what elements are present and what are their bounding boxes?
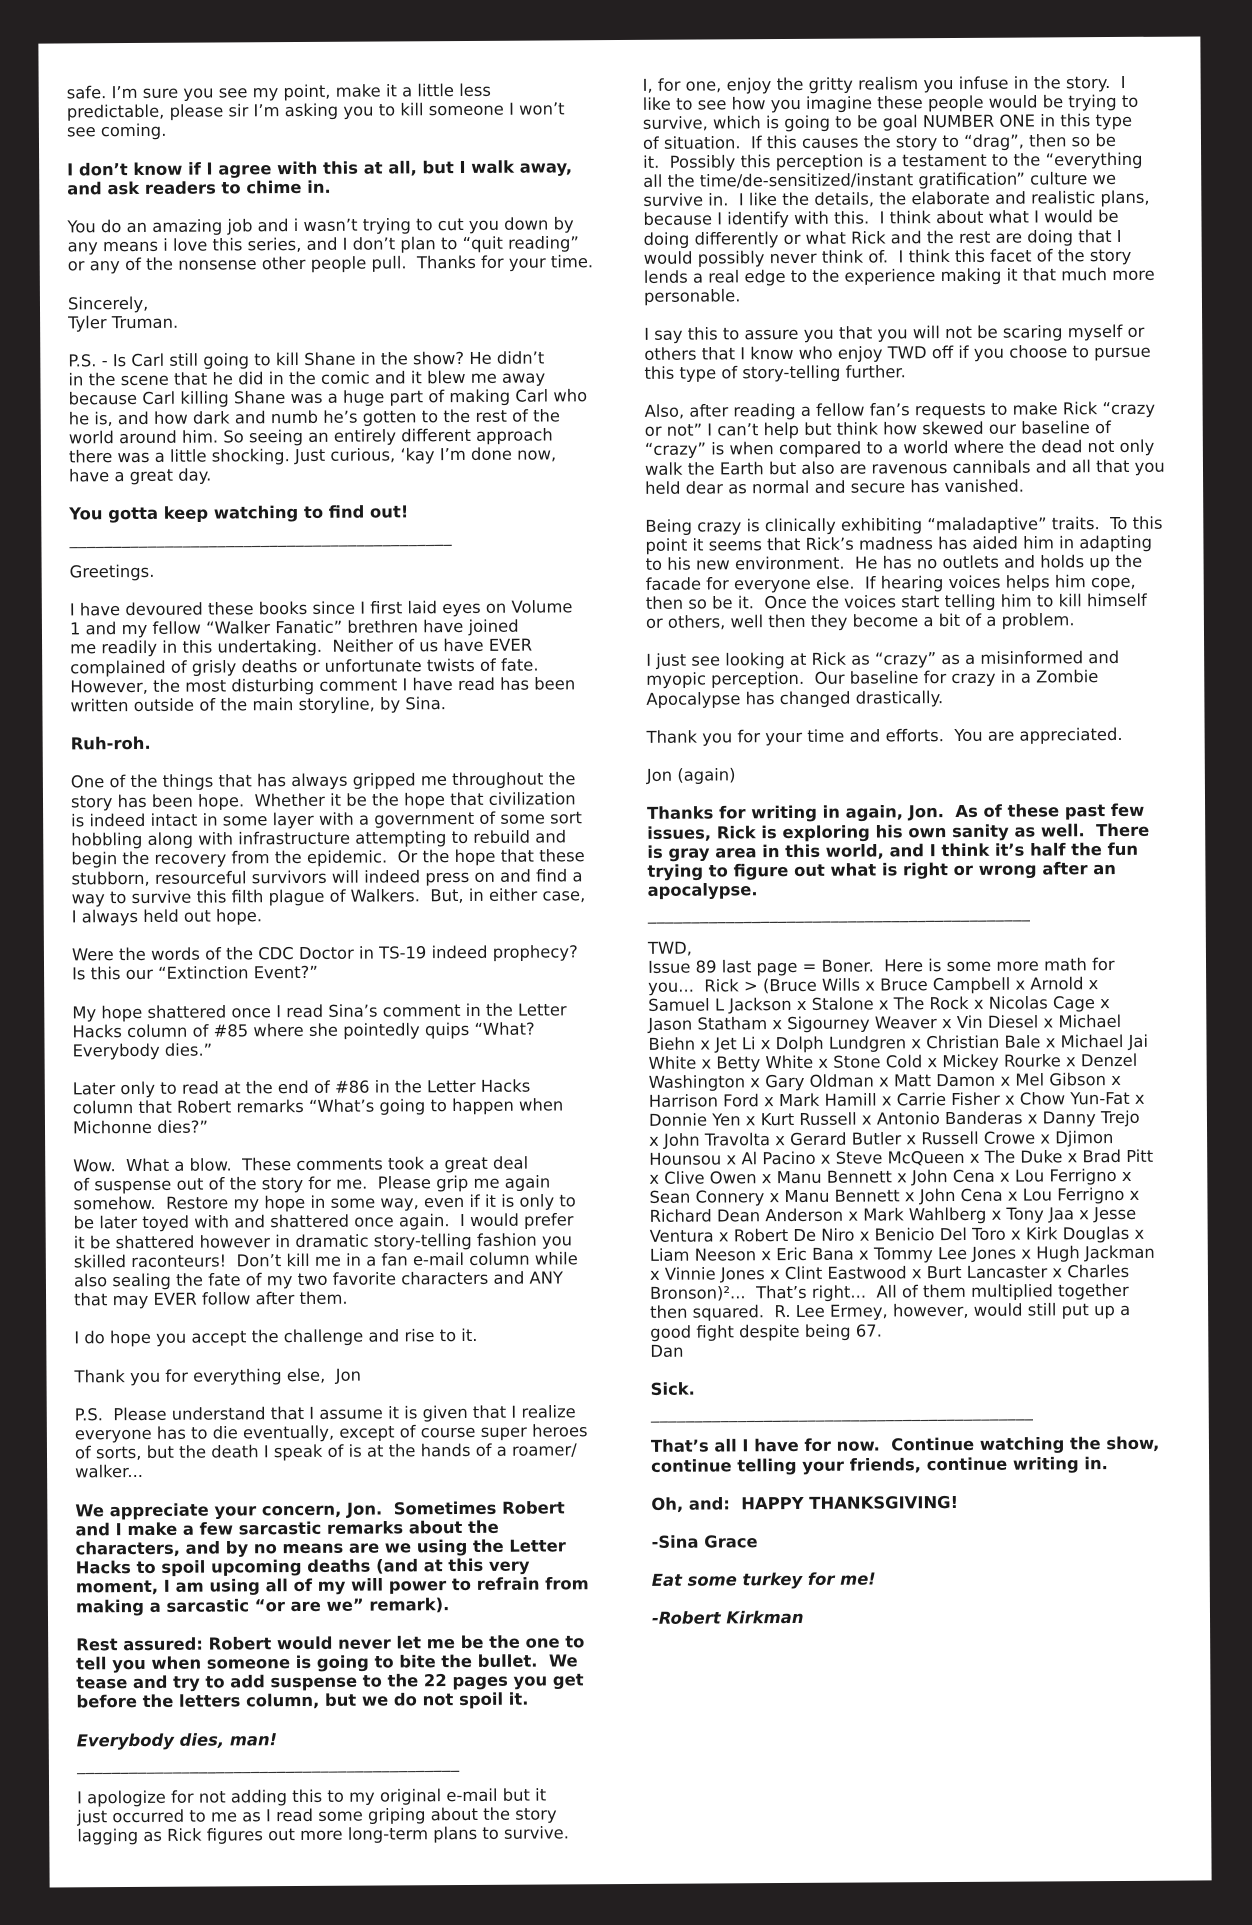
letter-paragraph: Greetings. <box>69 561 155 582</box>
letter-paragraph: Sincerely, Tyler Truman. <box>67 293 179 333</box>
divider-rule: ____________________________________________ <box>650 1401 1034 1424</box>
letter-paragraph: My hope shattered once I read Sina’s comment in the Letter Hacks column of #85 where she pointedly quips “What? Everybody dies.” <box>72 999 567 1061</box>
letter-paragraph: Also, after reading a fellow fan’s requests to make Rick “crazy or not” I can’t help but think how skewed our baseline of “crazy” is when compared to a world where the dead not only walk the Earth but also are ravenous cannibals and all that you held dear as normal and secure has vanished. <box>644 398 1165 498</box>
letter-paragraph: P.S. - Is Carl still going to kill Shane in the show? He didn’t in the scene that he did in the comic and it blew me away because Carl killing Shane was a huge part of making Carl who he is, and how dark and numb he’s gotten to the rest of the world around him. So seeing an entirely different approach there was a little shocking. Just curious, ‘kay I’m done now, have a great day. <box>68 348 588 486</box>
letter-paragraph: Were the words of the CDC Doctor in TS-19 indeed prophecy? Is this our “Extinction Event?” <box>71 942 578 984</box>
editor-reply: Thanks for writing in again, Jon. As of these past few issues, Rick is exploring his own sanity as well. There is gray area in this world, and I think it’s half the fun trying to figure out what is right or wrong after an apocalypse. <box>647 801 1150 900</box>
letter-paragraph: I apologize for not adding this to my original e-mail but it just occurred to me as I read some griping about the story lagging as Rick figures out more long-term plans to survive. <box>77 1785 569 1846</box>
divider-rule: ____________________________________________ <box>647 902 1031 925</box>
divider-rule: ____________________________________________ <box>76 1752 460 1775</box>
editor-reply: We appreciate your concern, Jon. Sometimes Robert and I make a few sarcastic remarks about the characters, and by no means are we using the Letter Hacks to spoil upcoming deaths (and at this very moment, I am using all of my will power to refrain from making a sarcastic “or are we” remark). <box>75 1497 589 1616</box>
letter-paragraph: P.S. Please understand that I assume it is given that I realize everyone has to die eventually, except of course super heroes of sorts, but the death I speak of is at the hands of a roamer/ walker... <box>74 1402 588 1482</box>
left-column <box>67 80 618 1865</box>
editor-reply: Everybody dies, man! <box>76 1729 278 1750</box>
editor-reply: Sick. <box>650 1379 695 1399</box>
editor-reply: -Robert Kirkman <box>651 1608 804 1629</box>
letter-paragraph: safe. I’m sure you see my point, make it a little less predictable, please sir I’m asking you to kill someone I won’t see coming. <box>66 80 565 141</box>
letter-paragraph: I do hope you accept the challenge and rise to it. <box>74 1326 478 1348</box>
divider-rule: ____________________________________________ <box>69 526 453 549</box>
editor-reply: That’s all I have for now. Continue watching the show, continue telling your friends, continue writing in. <box>650 1434 1160 1476</box>
letter-paragraph: You do an amazing job and i wasn’t trying to cut you down by any means i love this series, and I don’t plan to “quit reading” or any of the nonsense other people pull. Thanks for your time. <box>67 214 594 275</box>
letter-paragraph: TWD, Issue 89 last page = Boner. Here is some more math for you... Rick > (Bruce Wills x Bruce Campbell x Arnold x Samuel L Jackson x Stalone x The Rock x Nicolas Cage x Jason Statham x Sigourney Weaver x Vin Diesel x Michael Biehn x Jet Li x Dolph Lundgren x Christian Bale x Michael Jai White x Betty White x Stone Cold x Mickey Rourke x Denzel Washington x Gary Oldman x Matt Damon x Mel Gibson x Harrison Ford x Mark Hamill x Carrie Fisher x Chow Yun-Fat x Donnie Yen x Kurt Russell x Antonio Banderas x Danny Trejo x John Travolta x Gerard Butler x Russell Crowe x Djimon Hounsou x Al Pacino x Steve McQueen x The Duke x Brad Pitt x Clive Owen x Manu Bennett x John Cena x Lou Ferrigno x Sean Connery x Manu Bennett x John Cena x Lou Ferrigno x Richard Dean Anderson x Mark Wahlberg x Tony Jaa x Jesse Ventura x Robert De Niro x Benicio Del Toro x Kirk Douglas x Liam Neeson x Eric Bana x Tommy Lee Jones x Hugh Jackman x Vinnie Jones x Clint Eastwood x Burt Lancaster x Charles Bronson)²... That’s right... All of them multiplied together then squared. R. Lee Ermey, however, would still put up a good fight despite being 67. Dan <box>647 938 1155 1361</box>
right-column <box>643 73 1195 1648</box>
editor-reply: Rest assured: Robert would never let me be the one to tell you when someone is going to bite the bullet. We tease and try to add suspense to the 22 pages you get before the letters column, but we do not spoil it. <box>76 1632 585 1712</box>
editor-reply: Ruh-roh. <box>70 734 151 754</box>
letter-paragraph: I have devoured these books since I first laid eyes on Volume 1 and my fellow “Walker Fanatic” brethren have joined me readily in this undertaking. Neither of us have EVER complained of grisly deaths or unfortunate twists of fate. However, the most disturbing comment I have read has been written outside of the main storyline, by Sina. <box>69 597 576 716</box>
letter-paragraph: Jon (again) <box>646 765 736 785</box>
letter-paragraph: I, for one, enjoy the gritty realism you infuse in the story. I like to see how you imagine these people would be trying to survive, which is going to be goal NUMBER ONE in this type of situation. If this causes the story to “drag”, then so be it. Possibly this perception is a testament to the “everything all the time/de-sensitized/instant gratification” culture we survive in. I like the details, the elaborate and realistic plans, because I identify with this. I think about what I would be doing differently or what Rick and the rest are doing that I would possibly never think of. I think this facet of the story lends a real edge to the experience making it that much more personable. <box>642 72 1155 307</box>
letter-paragraph: I just see looking at Rick as “crazy” as a misinformed and myopic perception. Our baseline for crazy in a Zombie Apocalypse has changed drastically. <box>646 648 1120 709</box>
letter-paragraph: Later only to read at the end of #86 in the Letter Hacks column that Robert remarks “What’s going to happen when Michonne dies?” <box>72 1076 564 1137</box>
editor-reply: Eat some turkey for me! <box>651 1569 876 1591</box>
letters-page <box>38 36 1211 1887</box>
editor-reply: -Sina Grace <box>651 1532 758 1552</box>
editor-reply: Oh, and: HAPPY THANKSGIVING! <box>651 1492 959 1514</box>
editor-reply: I don’t know if I agree with this at all, but I walk away, and ask readers to chime in. <box>67 156 573 199</box>
editor-reply: You gotta keep watching to find out! <box>69 502 409 524</box>
letter-paragraph: Thank you for everything else, Jon <box>74 1365 362 1386</box>
letter-paragraph: I say this to assure you that you will not be scaring myself or others that I know who enjoy TWD off if you choose to pursue this type of story-telling further. <box>644 322 1151 383</box>
letter-paragraph: Wow. What a blow. These comments took a great deal of suspense out of the story for me. Please grip me again somehow. Restore my hope in some way, even if it is only to be later toyed with and shattered once again. I would prefer it be shattered however in dramatic story-telling fashion you skilled raconteurs! Don’t kill me in a fan e-mail column while also sealing the fate of my two favorite characters and ANY that may EVER follow after them. <box>73 1153 578 1310</box>
letter-paragraph: Being crazy is clinically exhibiting “maladaptive” traits. To this point it seems that Rick’s madness has aided him in adapting to his new environment. He has no outlets and holds up the facade for everyone else. If hearing voices helps him cope, then so be it. Once the voices start telling him to kill himself or others, well then they become a bit of a problem. <box>645 513 1163 632</box>
letter-paragraph: Thank you for your time and efforts. You are appreciated. <box>646 724 1123 747</box>
letter-paragraph: One of the things that has always gripped me throughout the story has been hope. Whether it be the hope that civilization is indeed intact in some layer with a government of some sort hobbling along with infrastructure attempting to rebuild and begin the recovery from the epidemic. Or the hope that these stubborn, resourceful survivors will indeed press on and find a way to survive this filth plague of Walkers. But, in either case, I always held out hope. <box>70 769 586 927</box>
